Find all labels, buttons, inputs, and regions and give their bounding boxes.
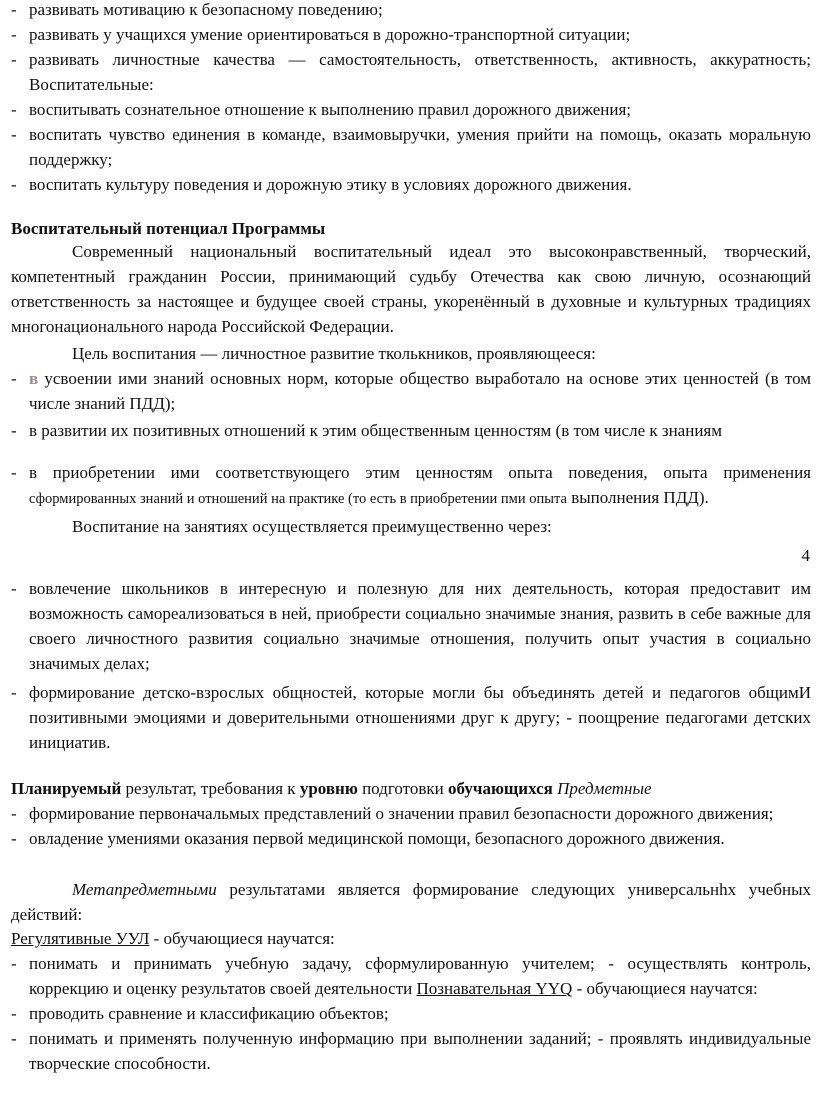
list-item: - воспитать чувство единения в команде, взаимовыручки, умения прийти на помощь, оказать моральную поддержку; (11, 125, 811, 169)
via-intro: Воспитание на занятиях осуществляется преимущественно через: (72, 517, 552, 536)
goal-intro: Цель воспитания — личностное развитие тколькников, проявляющееся: (72, 344, 596, 363)
list-item: - формирование первоначальмых представлений о значении правил безопасности дорожного движения; (11, 804, 774, 823)
meta-results-paragraph: Метапредметными результатами является формирование следующих универсальнһх учебных действий: (11, 880, 811, 924)
goal-item-experience: - в приобретении ими соответствующего этим ценностям опыта поведения, опыта применения сформированных знаний и отношений на практике (то есть в приобретении пми опыта выполнения ПДД). (11, 463, 811, 507)
list-item: - понимать и принимать учебную задачу, сформулированную учителем; - осуществлять контроль, коррекцию и оценку результатов своей деятельности Познавательная YYQ - обучающиеся научатся: (11, 954, 811, 998)
section-heading-potential: Воспитательный потенциал Программы (11, 219, 326, 238)
list-item: - воспитывать сознательное отношение к выполнению правил дорожного движения; (11, 100, 632, 119)
goal-list (11, 366, 811, 443)
regulative-heading: Регулятивные УУЛ - обучающиеся научатся: (11, 929, 335, 948)
objectives-list (11, 0, 811, 197)
paragraph-ideal: Современный национальный воспитательный идеал это высоконравственный, творческий, компетентный гражданин России, принимающий судьбу Отечества как свою личную, осознающий ответственность за настоящее и будущее своей страны, укоренённый в духовные и культурных традициях многонационального народа Российской Федерации. (11, 242, 811, 336)
list-item: - развивать у учащихся умение ориентироваться в дорожно-транспортной ситуации; (11, 25, 631, 44)
results-heading: Планируемый результат, требования к уровню подготовки обучающихся Предметные (11, 779, 652, 798)
list-item: - в развитии их позитивных отношений к этим общественным ценностям (в том числе к знаниям (11, 421, 722, 440)
list-item: - понимать и применять полученную информацию при выполнении заданий; - проявлять индивидуальные творческие способности. (11, 1029, 811, 1073)
list-item: - проводить сравнение и классификацию объектов; (11, 1004, 389, 1023)
list-item: - воспитать культуру поведения и дорожную этику в условиях дорожного движения. (11, 175, 632, 194)
via-list (11, 576, 811, 755)
list-item: - в усвоении ими знаний основных норм, которые общество выработало на основе этих ценностей (в том числе знаний ПДД); (11, 369, 811, 413)
list-item: - развивать личностные качества — самостоятельность, ответственность, активность, аккуратность; Воспитательные: (11, 50, 811, 94)
subject-results-list (11, 801, 811, 851)
page-number: 4 (801, 546, 810, 565)
list-item: - вовлечение школьников в интересную и полезную для них деятельность, которая предоставит им возможность самореализоваться в ней, приобрести социально значимые знания, развить в себе важные для своего личностного развития социально значимые отношения, получить опыт участия в социально значимых делах; (11, 579, 811, 673)
uul-list (11, 951, 811, 1076)
list-item: - формирование детско-взрослых общностей, которые могли бы объединять детей и педагогов общимИ позитивными эмоциями и доверительными отношениями друг к другу; - поощрение педагогами детских инициатив. (11, 683, 811, 752)
list-item: - развивать мотивацию к безопасному поведению; (11, 0, 383, 19)
list-item: - овладение умениями оказания первой медицинской помощи, безопасного дорожного движения. (11, 829, 725, 848)
